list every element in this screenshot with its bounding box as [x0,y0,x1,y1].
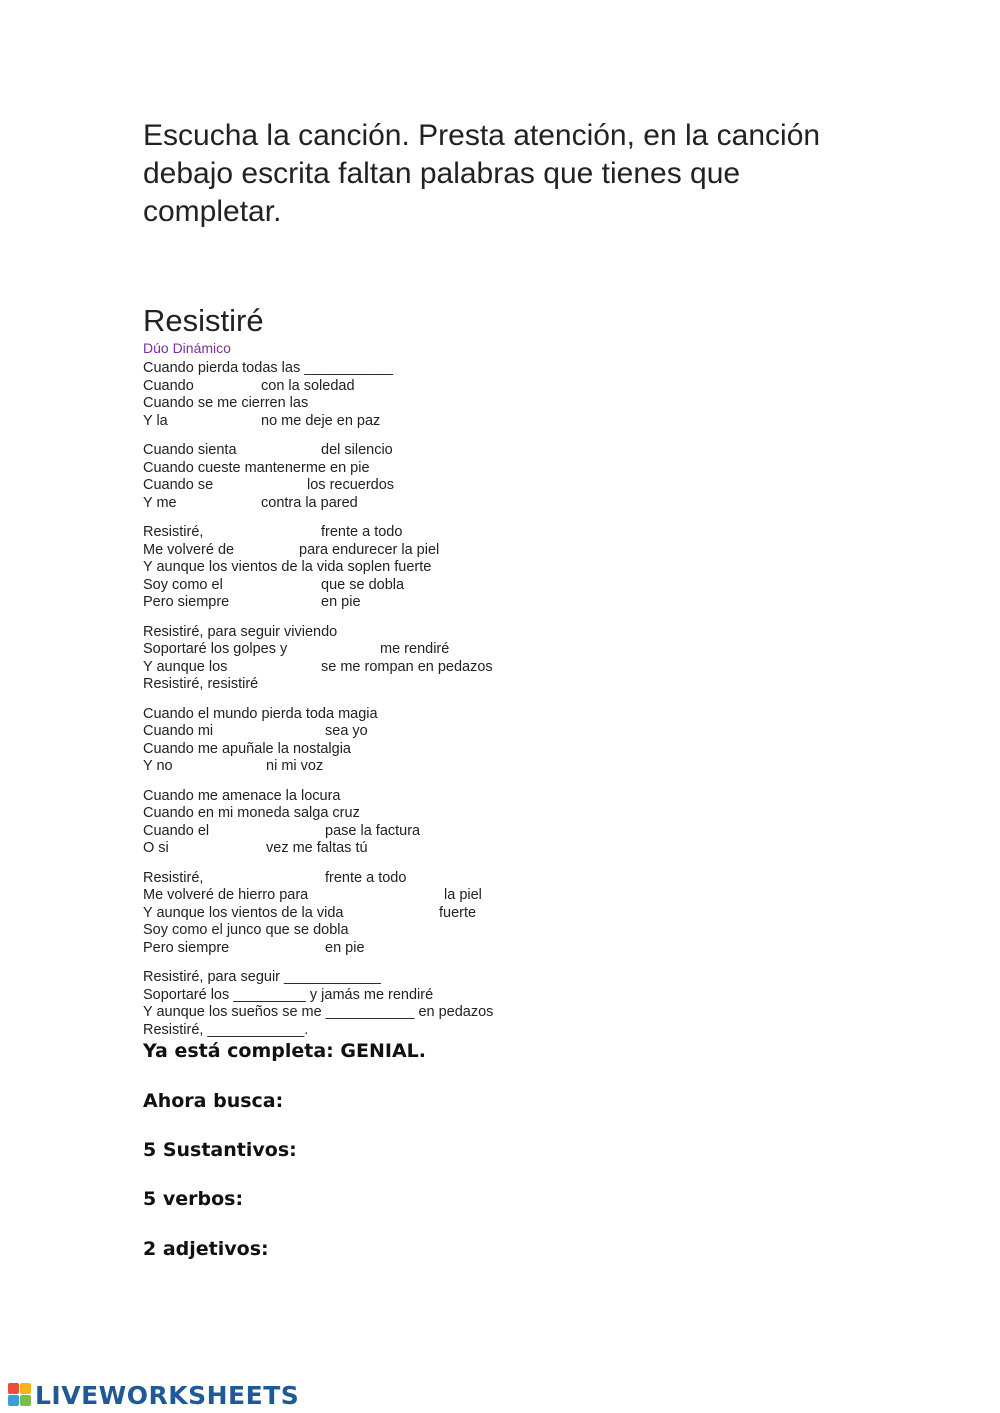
verbs-prompt: 5 verbos: [143,1188,244,1210]
lyric-segment-after-gap: no me deje en paz [261,412,381,429]
lyric-segment: Resistiré, [143,524,204,540]
lyric-line [143,741,563,759]
lyric-segment: Y no [143,758,173,774]
lyrics-stanza [143,706,563,776]
lyric-segment-after-gap: la piel [444,887,482,903]
lyric-segment: Y aunque los vientos de la vida soplen fuerte [143,559,432,575]
lyric-segment: Y la [143,412,168,429]
lyric-segment: Cuando el [143,822,210,839]
lyric-segment: Resistiré, ____________. [143,1021,309,1038]
footer-brand [8,1380,299,1410]
lyric-segment-after-gap: los recuerdos [307,477,395,493]
lyric-segment-after-gap: pase la factura [325,822,421,839]
lyric-segment: Resistiré, para seguir viviendo [143,623,338,640]
lyric-segment-after-gap: frente a todo [325,869,407,886]
lyrics-stanza [143,442,563,512]
lyric-segment-after-gap: fuerte [439,904,477,921]
lyrics-stanza [143,524,563,612]
lyric-line [143,659,563,677]
lyric-line [143,676,563,694]
lyric-segment: Cuando me apuñale la nostalgia [143,740,351,757]
lyric-segment: Soportaré los golpes y [143,641,288,657]
lyric-line [143,442,563,460]
lyric-line [143,378,563,396]
lyric-segment-after-gap: en pie [325,939,365,956]
lyric-segment: Cuando pierda todas las ___________ [143,360,393,376]
lyric-line [143,905,563,923]
lyric-line [143,758,563,776]
lyrics-block [143,360,563,1051]
lyric-line [143,559,563,577]
lyric-segment: Pero siempre [143,594,230,610]
lyric-line [143,395,563,413]
lyric-line [143,823,563,841]
lyric-line [143,542,563,560]
adjectives-prompt: 2 adjetivos: [143,1238,269,1260]
lyric-segment-after-gap: del silencio [321,442,393,458]
song-title: Resistiré [143,303,264,338]
lyric-line [143,641,563,659]
lyric-segment: Me volveré de [143,541,235,558]
lyric-line [143,594,563,612]
lyric-line [143,1004,563,1022]
lyrics-stanza [143,360,563,430]
lyric-segment: Y aunque los sueños se me ___________ en pedazos [143,1004,494,1020]
lyric-segment: Soportaré los _________ y jamás me rendiré [143,986,434,1003]
lyric-segment: Cuando se [143,477,214,493]
lyric-segment-after-gap: sea yo [325,723,368,739]
lyric-line [143,1022,563,1040]
lyric-line [143,706,563,724]
lyrics-stanza [143,870,563,958]
lyric-segment: Resistiré, [143,869,204,886]
lyric-line [143,922,563,940]
lyric-segment-after-gap: vez me faltas tú [266,840,368,856]
lyric-segment-after-gap: se me rompan en pedazos [321,658,493,675]
lyric-line [143,870,563,888]
lyric-line [143,805,563,823]
lyric-line [143,524,563,542]
search-prompt: Ahora busca: [143,1090,284,1112]
lyric-segment-after-gap: con la soledad [261,377,355,394]
lyric-segment: Cuando sienta [143,442,237,458]
lyric-segment: Me volveré de hierro para [143,887,309,903]
nouns-prompt: 5 Sustantivos: [143,1139,297,1161]
lyric-segment-after-gap: para endurecer la piel [299,541,440,558]
lyric-segment: Y aunque los vientos de la vida [143,904,344,921]
lyric-line [143,413,563,431]
lyric-line [143,577,563,595]
lyric-segment: Cuando el mundo pierda toda magia [143,705,378,722]
lyric-line [143,788,563,806]
lyric-segment: Cuando me amenace la locura [143,787,341,804]
lyric-segment-after-gap: que se dobla [321,576,405,593]
lyric-segment: Resistiré, para seguir ____________ [143,969,381,985]
lyric-segment: Cuando cueste mantenerme en pie [143,459,370,476]
lyric-segment: Cuando mi [143,723,214,739]
song-artist: Dúo Dinámico [143,340,231,356]
lyric-line [143,887,563,905]
lyric-segment-after-gap: ni mi voz [266,758,324,774]
colored-cubes-icon [8,1383,32,1407]
lyrics-stanza [143,788,563,858]
lyric-line [143,360,563,378]
lyric-segment: Y aunque los [143,658,228,675]
completion-message: Ya está completa: GENIAL. [143,1040,426,1062]
lyric-segment: Pero siempre [143,939,230,956]
lyric-segment: Cuando [143,377,194,394]
lyric-line [143,495,563,513]
lyric-line [143,477,563,495]
lyric-segment: Soy como el [143,576,223,593]
lyric-segment-after-gap: en pie [321,594,361,610]
lyric-segment: Y me [143,494,177,511]
lyric-line [143,624,563,642]
brand-name: LIVEWORKSHEETS [35,1380,300,1410]
lyric-segment-after-gap: frente a todo [321,524,403,540]
lyric-line [143,460,563,478]
lyric-segment-after-gap: contra la pared [261,494,358,511]
lyric-line [143,723,563,741]
lyric-line [143,840,563,858]
lyric-segment: Cuando en mi moneda salga cruz [143,805,360,821]
lyric-segment: Cuando se me cierren las [143,395,309,411]
lyric-line [143,969,563,987]
lyrics-stanza [143,624,563,694]
lyric-segment-after-gap: me rendiré [380,641,450,657]
lyrics-stanza [143,969,563,1039]
lyric-line [143,940,563,958]
lyric-line [143,987,563,1005]
lyric-segment: Soy como el junco que se dobla [143,922,349,938]
lyric-segment: Resistiré, resistiré [143,676,259,692]
lyric-segment: O si [143,840,169,856]
instructions-text: Escucha la canción. Presta atención, en la canción debajo escrita faltan palabras que tienes que completar. [143,119,821,228]
